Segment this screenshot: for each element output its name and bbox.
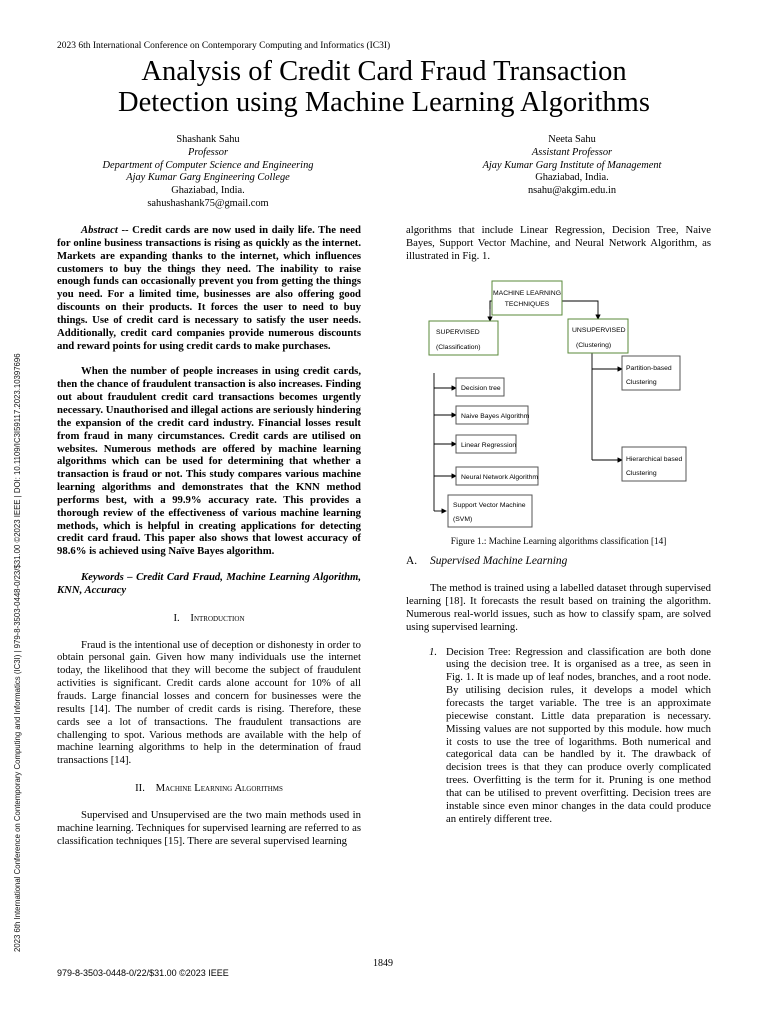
right-column [406,224,711,825]
root-label-2: TECHNIQUES [504,300,550,308]
author-city: Ghaziabad, India. [535,172,609,184]
section-title: Introduction [190,611,245,624]
title-line-2: Detection using Machine Learning Algorithms [118,87,650,118]
conference-header: 2023 6th International Conference on Contemporary Computing and Informatics (IC3I) [57,41,391,51]
abstract-text: -- Credit cards are now used in daily life. The need for online business transactions is rising as quickly as the internet. Markets are expanding thanks to the internet, which influences customers to buy the things they need. The inability to raise enough funds can occasionally prevent you from getting the things you need. For a limited time, businesses are also offering good discounts on their products. It forces the user to need to buy things. Use of credit card is necessary to satisfy the user needs. Additionally, credit card companies provide numerous discounts and reward points for using credit cards to make purchases. [57,224,361,352]
author-city: Ghaziabad, India. [171,185,245,197]
abstract-paragraph-2: When the number of people increases in using credit cards, then the chance of fraudulent transaction is also increases. Finding out about fraudulent credit card transactions becomes urgently necessary. Unauthorised and illegal actions are seriously hindering the expansion of the credit card industry. Financial losses result from fraud in many circumstances. Credit cards are utilised on websites. Numerous methods are offered by machine learning algorithms which can be used for determining that whether a transaction is fraud or not. This study compares various machine learning algorithms and demonstrates that the KNN method performs best, with a 99.9% accuracy rate. This provides a thorough review of the effectiveness of various machine learning methods, which is helpful in creating applications for detecting credit card fraud. This paper also shows that lowest accuracy of 98.6% is achieved using Naïve Bayes algorithm. [57,365,361,558]
hierarchical-label-2: Clustering [626,469,657,477]
left-column [57,224,361,847]
section-number: II. [135,782,145,795]
section-heading-introduction [57,612,361,625]
author-role: Professor [187,146,229,158]
decision-tree-text: Decision Tree: Regression and classification are both done using the decision tree. It is organised as a tree, as seen in Fig. 1. It is made up of leaf nodes, branches, and a root node. By utilising decision rules, it develops a model which forecasts the target variable. The tree is an approximate piecewise constant. Little data preparation is necessary. Missing values are not supported by this module. how much it costs to use the tree of logarithms. Both numerical and categorical data can be handled by it. The drawback of decision trees is that they can produce overly complicated trees. Overfitting is the term for it. Pruning is one method that can be utilised to prevent overfitting. Decision trees are instable since even minor changes in the data could produce an entirely different tree. [446,645,711,825]
doi-sidebar: 2023 6th International Conference on Contemporary Computing and Informatics (IC3I) | 979-8-3503-0448-0/23/$31.00 ©2023 IEEE | DOI: 10.1109/IC3I59117.2023.10397696 [13,353,22,952]
abstract-paragraph [57,224,361,352]
unsupervised-label-1: UNSUPERVISED [572,326,626,334]
ml-classification-figure [406,273,711,535]
supervised-text: The method is trained using a labelled dataset through supervised learning [18]. It forecasts the result based on training the algorithm. Numerous real-world issues, such as how to classify spam, are solved using supervised learning. [406,582,711,633]
author-name: Neeta Sahu [548,134,596,145]
author-organization: Ajay Kumar Garg Institute of Management [482,159,662,171]
figure-caption: Figure 1.: Machine Learning algorithms classification [14] [450,535,667,546]
author-2-block [442,134,702,198]
diagram-boxes [429,281,686,527]
author-email: nsahu@akgim.edu.in [527,185,617,197]
svm-label-2: (SVM) [453,515,473,523]
partition-label-1: Partition-based [626,364,672,372]
author-role: Assistant Professor [531,146,613,158]
subsection-title: Supervised Machine Learning [430,555,568,568]
list-item-decision-tree [406,646,711,826]
author-organization: Ajay Kumar Garg Engineering College [126,172,290,184]
page-number: 1849 [373,958,393,969]
naive-bayes-label: Naive Bayes Algorithm [461,412,530,420]
footer-copyright: 979-8-3503-0448-0/22/$31.00 ©2023 IEEE [57,968,229,978]
paper-title [40,56,728,118]
section-title: Machine Learning Algorithms [155,782,283,795]
linear-regression-label: Linear Regression [461,441,517,449]
introduction-text: Fraud is the intentional use of deception or dishonesty in order to obtain personal gain. Given how many individuals use the internet today, the likelihood that they will become the subject of fraudulent activities is significant. Credit cards alone account for 10% of all frauds. Large financial losses and concern for businesses were the results [14]. The number of credit cards is rising. Therefore, these cards see a lot of transactions. The fraudulent transactions are challenging to spot. Various methods are available with the help of machine learning algorithms to help in the determination of fraud transactions [14]. [57,638,361,767]
partition-label-2: Clustering [626,378,657,386]
svm-label-1: Support Vector Machine [453,501,526,509]
unsupervised-label-2: (Clustering) [576,341,612,349]
title-line-1: Analysis of Credit Card Fraud Transaction [141,56,627,87]
list-number: 1. [429,645,438,658]
supervised-label-2: (Classification) [436,343,481,351]
section-heading-ml [57,782,361,795]
supervised-label-1: SUPERVISED [436,328,480,336]
neural-network-label: Neural Network Algorithm [461,473,539,481]
root-box [492,281,562,315]
algorithms-continued-text: algorithms that include Linear Regression, Decision Tree, Naive Bayes, Support Vector Machine, and Neural Network Algorithm, as illustrated in Fig. 1. [406,224,711,262]
root-label-1: MACHINE LEARNING [493,289,561,297]
author-1-block [78,134,338,211]
decision-tree-label: Decision tree [461,384,501,392]
abstract-label: Abstract [81,224,118,236]
subsection-heading [406,555,711,568]
subsection-number: A. [406,555,418,568]
ml-intro-text: Supervised and Unsupervised are the two main methods used in machine learning. Techniques for supervised learning are referred to as classification techniques [15]. There are several supervised learning [57,808,361,847]
section-number: I. [173,611,180,624]
hierarchical-label-1: Hierarchical based [626,455,683,463]
keywords: Keywords – Credit Card Fraud, Machine Learning Algorithm, KNN, Accuracy [57,571,361,596]
author-name: Shashank Sahu [176,134,240,145]
author-department: Department of Computer Science and Engineering [102,159,314,171]
author-email: sahushashank75@gmail.com [147,197,269,209]
ml-diagram [406,273,711,535]
